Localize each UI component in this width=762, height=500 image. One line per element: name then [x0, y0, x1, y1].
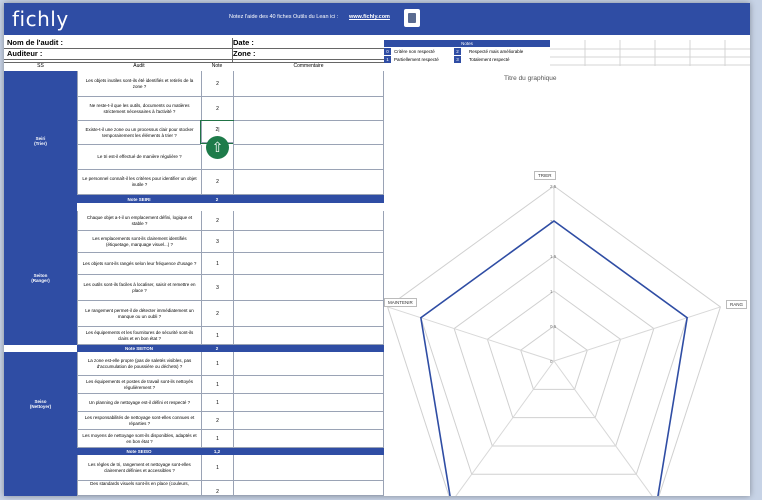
section-title: Seiri	[35, 136, 46, 141]
question-cell: Les équipements et les fournitures de sécurité sont-ils clairs et en bon état ?	[77, 327, 201, 345]
audit-name-label: Nom de l'audit :	[7, 38, 63, 47]
divider	[4, 48, 384, 49]
note-label: Note SEITON	[125, 346, 153, 351]
question-cell: Les emplacements sont-ils clairement identifiés (étiquetage, marquage visuel...) ?	[77, 231, 201, 253]
question-cell: Un planning de nettoyage est-il défini et respecté ?	[77, 394, 201, 412]
section-subtitle: (Trier)	[34, 141, 47, 146]
radar-tick-label: 1	[550, 289, 553, 294]
note-cell[interactable]: 3	[201, 275, 233, 301]
legend-label: Totalement respecté	[469, 57, 510, 62]
radar-tick-label: 2	[550, 219, 553, 224]
question-cell: Le tri est-il effectué de manière régulière ?	[77, 145, 201, 170]
legend-num: 2	[454, 48, 461, 55]
sheet-gridlines	[550, 40, 750, 66]
question-cell: Ne reste-t-il que les outils, documents ou matières strictement nécessaires à l'activité ?	[77, 97, 201, 121]
comment-cell[interactable]	[233, 412, 384, 430]
note-value: 2	[215, 196, 219, 202]
note-cell[interactable]: 1	[201, 253, 233, 275]
document-icon[interactable]	[404, 9, 420, 27]
note-cell[interactable]: 1	[201, 430, 233, 448]
comment-cell[interactable]	[233, 211, 384, 231]
note-cell[interactable]: 1	[201, 455, 233, 481]
note-cell[interactable]: 2	[201, 412, 233, 430]
question-cell: Les responsabilités de nettoyage sont-elles connues et réparties ?	[77, 412, 201, 430]
note-label: Note SEISO	[126, 449, 152, 454]
comment-cell[interactable]	[233, 170, 384, 195]
axis-label-trier: TRIER	[534, 171, 556, 180]
zone-label: Zone :	[233, 49, 256, 58]
comment-cell[interactable]	[233, 352, 384, 376]
note-value: 2	[215, 346, 219, 351]
radar-tick-label: 0	[550, 359, 553, 364]
note-cell[interactable]: 3	[201, 231, 233, 253]
question-cell: La zone est-elle propre (pas de saletés visibles, pas d'accumulation de poussière ou déchets) ?	[77, 352, 201, 376]
auditor-label: Auditeur :	[7, 49, 43, 58]
comment-cell[interactable]	[233, 121, 384, 145]
legend-num: 0	[384, 48, 391, 55]
axis-label-maintenir: MAINTENIR	[384, 298, 417, 307]
note-seiton-row	[77, 345, 384, 352]
comment-cell[interactable]	[233, 394, 384, 412]
note-label: Note SEIRI	[127, 196, 151, 202]
radar-tick-label: 0,5	[550, 324, 557, 329]
header-note: Note	[211, 63, 223, 69]
question-cell: Les objets inutiles sont-ils été identifiés et retirés de la zone ?	[77, 71, 201, 97]
section-seiso	[4, 352, 77, 456]
section-title: Seiton	[33, 273, 48, 278]
question-cell: Chaque objet a-t-il un emplacement défini, logique et stable ?	[77, 211, 201, 231]
question-cell: Les moyens de nettoyage sont-ils disponibles, adaptés et en bon état ?	[77, 430, 201, 448]
header-comment: Commentaire	[293, 63, 324, 69]
note-seiso-row	[77, 448, 384, 455]
radar-tick-label: 2,5	[550, 184, 557, 189]
note-cell[interactable]: 2	[201, 170, 233, 195]
question-cell: Les équipements et postes de travail sont-ils nettoyés régulièrement ?	[77, 376, 201, 394]
legend-header: Notes	[384, 40, 550, 47]
comment-cell[interactable]	[233, 376, 384, 394]
comment-cell[interactable]	[233, 275, 384, 301]
note-cell[interactable]: 2	[201, 301, 233, 327]
header-ss: SS	[37, 63, 44, 69]
comment-cell[interactable]	[233, 301, 384, 327]
header-audit: Audit	[133, 63, 145, 69]
comment-cell[interactable]	[233, 481, 384, 496]
radar-spoke	[451, 361, 554, 496]
comment-cell[interactable]	[233, 231, 384, 253]
section-seiketsu	[4, 455, 77, 496]
question-cell: Existe-t-il une zone ou un processus clair pour stocker temporairement les éléments à trier ?	[77, 121, 201, 145]
radar-spoke	[554, 361, 657, 496]
note-cell[interactable]: 1	[201, 394, 233, 412]
comment-cell[interactable]	[233, 71, 384, 97]
note-cell[interactable]: 1	[201, 327, 233, 345]
section-title: Seiso	[34, 398, 47, 404]
comment-cell[interactable]	[233, 455, 384, 481]
comment-cell[interactable]	[233, 97, 384, 121]
question-cell: Les règles de tri, rangement et nettoyage sont-elles clairement définies et accessibles ?	[77, 455, 201, 481]
question-cell: Des standards visuels sont-ils en place (couleurs,	[77, 481, 201, 496]
legend-num: 3	[454, 56, 461, 63]
comment-cell[interactable]	[233, 145, 384, 170]
question-cell: Les outils sont-ils faciles à localiser, saisir et remettre en place ?	[77, 275, 201, 301]
legend-num: 1	[384, 56, 391, 63]
section-seiton	[4, 211, 77, 346]
spreadsheet-window	[4, 3, 750, 496]
move-up-icon[interactable]: ⇧	[206, 136, 229, 159]
question-cell: Le personnel connaît-il les critères pour identifier un objet inutile ?	[77, 170, 201, 195]
header-banner	[4, 3, 750, 35]
legend-label: Respecté mais améliorable	[469, 49, 524, 54]
website-link[interactable]: www.fichly.com	[349, 14, 390, 20]
question-cell: Le rangement permet-il de détecter immédiatement un manque ou un oubli ?	[77, 301, 201, 327]
radar-tick-label: 1,5	[550, 254, 557, 259]
legend-label: Partiellement respecté	[394, 57, 439, 62]
comment-cell[interactable]	[233, 430, 384, 448]
section-seiri	[4, 71, 77, 212]
note-cell[interactable]: 1	[201, 376, 233, 394]
section-subtitle: (Nettoyer)	[29, 403, 52, 409]
comment-cell[interactable]	[233, 253, 384, 275]
legend-label: Critère non respecté	[394, 49, 435, 54]
note-cell[interactable]: 1	[201, 352, 233, 376]
radar-spoke	[388, 307, 554, 361]
note-cell[interactable]: 2	[201, 97, 233, 121]
note-cell-selected[interactable]: 2|	[201, 121, 233, 143]
note-seiri-row	[77, 195, 384, 203]
radar-spoke	[554, 307, 720, 361]
axis-label-ranger: RANG	[726, 300, 747, 309]
chart-title: Titre du graphique	[504, 75, 557, 82]
note-cell[interactable]: 2	[201, 481, 233, 496]
comment-cell[interactable]	[233, 327, 384, 345]
fichly-logo: fichly	[12, 7, 69, 31]
divider	[4, 59, 384, 60]
note-value: 1,2	[213, 449, 221, 454]
divider	[232, 38, 233, 63]
radar-chart[interactable]	[384, 71, 750, 496]
banner-text: Notez l'aide des 40 fiches Outils du Lean ici :	[229, 14, 339, 20]
date-label: Date :	[233, 38, 254, 47]
note-cell[interactable]: 2	[201, 211, 233, 231]
question-cell: Les objets sont-ils rangés selon leur fréquence d'usage ?	[77, 253, 201, 275]
note-cell[interactable]: 2	[201, 71, 233, 97]
section-subtitle: (Ranger)	[31, 278, 50, 283]
